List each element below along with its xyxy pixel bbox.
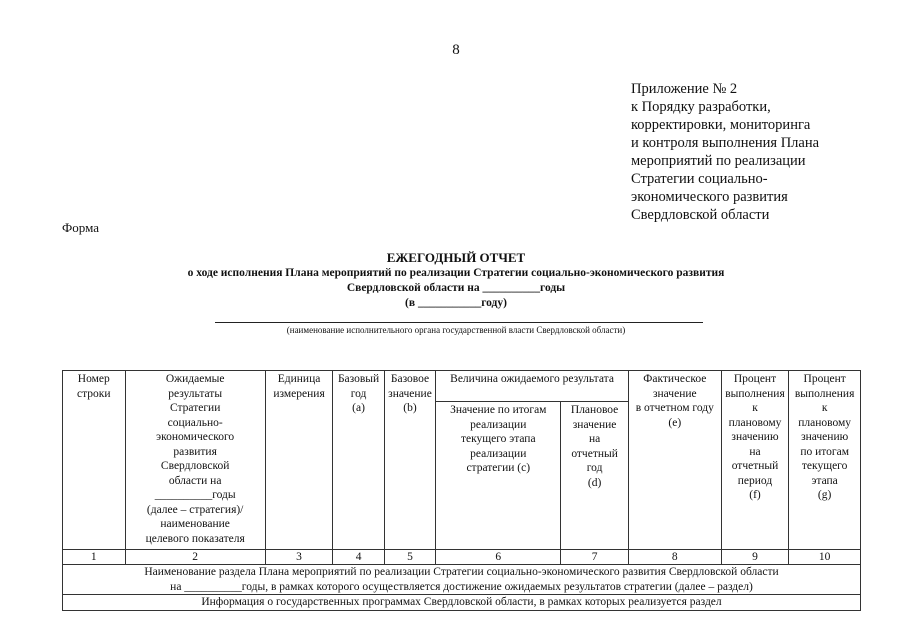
header-text: целевого показателя (145, 532, 245, 545)
header-text: (d) (587, 476, 602, 489)
header-text: значению (801, 431, 849, 443)
header-text: Базовый (337, 373, 380, 385)
header-text: реализации (470, 447, 527, 460)
header-text: значению (731, 431, 779, 443)
header-planned-value (561, 402, 629, 550)
header-text: области на (168, 474, 222, 487)
column-number: 10 (789, 550, 861, 565)
header-text: (g) (817, 489, 832, 501)
appendix-line: Свердловской области (631, 207, 770, 223)
header-text: выполнения (794, 387, 855, 400)
column-number: 8 (628, 550, 721, 565)
document-title: ЕЖЕГОДНЫЙ ОТЧЕТ (386, 250, 526, 265)
header-stage-value (436, 402, 561, 550)
header-text: на (588, 433, 601, 445)
section-line: Наименование раздела Плана мероприятий по реализации Стратегии социально-экономического развития Свердловской области (144, 566, 779, 578)
appendix-line: и контроля выполнения Плана (631, 135, 820, 151)
header-text: Базовое (390, 373, 430, 385)
column-number: 9 (721, 550, 789, 565)
header-expected-results (125, 371, 265, 550)
header-unit (265, 371, 333, 550)
column-number: 1 (63, 550, 126, 565)
appendix-line: экономического развития (631, 189, 788, 205)
header-text: по итогам (800, 445, 849, 458)
appendix-line: Стратегии социально- (631, 171, 768, 187)
section-name-cell (63, 565, 861, 595)
subtitle-line: о ходе исполнения Плана мероприятий по реализации Стратегии социально-экономического развития (187, 267, 725, 279)
header-text: плановому (798, 416, 852, 429)
header-text: Плановое (570, 404, 619, 416)
header-text: наименование (160, 518, 230, 530)
header-text: значение (572, 418, 617, 431)
column-number: 7 (561, 550, 629, 565)
header-text: год (586, 462, 603, 474)
column-number-row (63, 550, 861, 565)
header-text: отчетный (571, 447, 618, 460)
org-caption: (наименование исполнительного органа государственной власти Свердловской области) (286, 325, 626, 335)
header-text: Свердловской (160, 460, 230, 472)
appendix-note (631, 80, 819, 224)
header-text: Величина ожидаемого результата (450, 373, 614, 385)
header-text: экономического (156, 431, 235, 443)
column-number: 2 (125, 550, 265, 565)
header-text: текущего этапа (460, 433, 536, 445)
header-text: год (350, 387, 367, 400)
header-text: (e) (668, 416, 682, 429)
header-row-number (63, 371, 126, 550)
header-text: период (737, 474, 773, 487)
header-row (63, 371, 861, 402)
header-expected-value-group (436, 371, 629, 402)
header-text: Значение по итогам (450, 404, 547, 416)
subtitle-line: Свердловской области на __________годы (346, 282, 566, 294)
header-text: Единица измерения (273, 373, 325, 400)
header-text: результаты (168, 387, 223, 400)
header-base-value (384, 371, 435, 550)
header-text: (далее – стратегия)/ (146, 503, 244, 516)
header-text: Фактическое (643, 373, 707, 385)
document-subtitle (0, 266, 912, 311)
programs-info-cell: Информация о государственных программах Свердловской области, в рамках которых реализуется раздел (63, 595, 861, 611)
header-text: отчетный (731, 460, 779, 472)
header-text: развития (173, 445, 217, 458)
header-text: выполнения (725, 387, 785, 400)
header-text: социально- (167, 416, 223, 429)
header-text: плановому (728, 416, 782, 429)
header-text: в отчетном году (635, 402, 714, 414)
header-percent-stage (789, 371, 861, 550)
form-label: Форма (62, 220, 99, 235)
header-text: на (749, 445, 761, 458)
header-text: этапа (811, 474, 838, 487)
header-text: __________годы (154, 489, 236, 501)
header-text: значение (388, 387, 432, 400)
column-number: 6 (436, 550, 561, 565)
appendix-line: корректировки, мониторинга (631, 117, 811, 133)
subtitle-line: (в ___________году) (405, 297, 507, 309)
appendix-line: Приложение № 2 (631, 81, 738, 97)
header-text: текущего (801, 460, 848, 472)
info-row (63, 595, 861, 611)
header-text: Номер строки (77, 373, 111, 400)
header-text: Процент (733, 373, 777, 385)
appendix-line: к Порядку разработки, (631, 99, 771, 115)
appendix-line: мероприятий по реализации (631, 153, 806, 169)
header-text: стратегии (c) (466, 462, 531, 474)
header-actual-value (628, 371, 721, 550)
header-base-year (333, 371, 384, 550)
header-text: к (752, 402, 758, 414)
header-text: (b) (403, 402, 417, 414)
header-text: значение (652, 387, 697, 400)
header-text: (f) (749, 489, 761, 501)
column-number: 3 (265, 550, 333, 565)
header-percent-period (721, 371, 789, 550)
header-text: к (821, 402, 828, 414)
page-number: 8 (452, 42, 460, 58)
column-number: 4 (333, 550, 384, 565)
section-row (63, 565, 861, 595)
column-number: 5 (384, 550, 435, 565)
section-line: на __________годы, в рамках которого осуществляется достижение ожидаемых результатов стратегии (далее – раздел) (170, 580, 753, 593)
report-table (62, 370, 861, 611)
header-text: (a) (352, 402, 365, 414)
header-text: Ожидаемые (165, 373, 225, 385)
header-text: Стратегии (169, 402, 221, 414)
header-text: реализации (470, 418, 527, 431)
header-text: Процент (803, 373, 846, 385)
org-name-underline (215, 322, 703, 323)
